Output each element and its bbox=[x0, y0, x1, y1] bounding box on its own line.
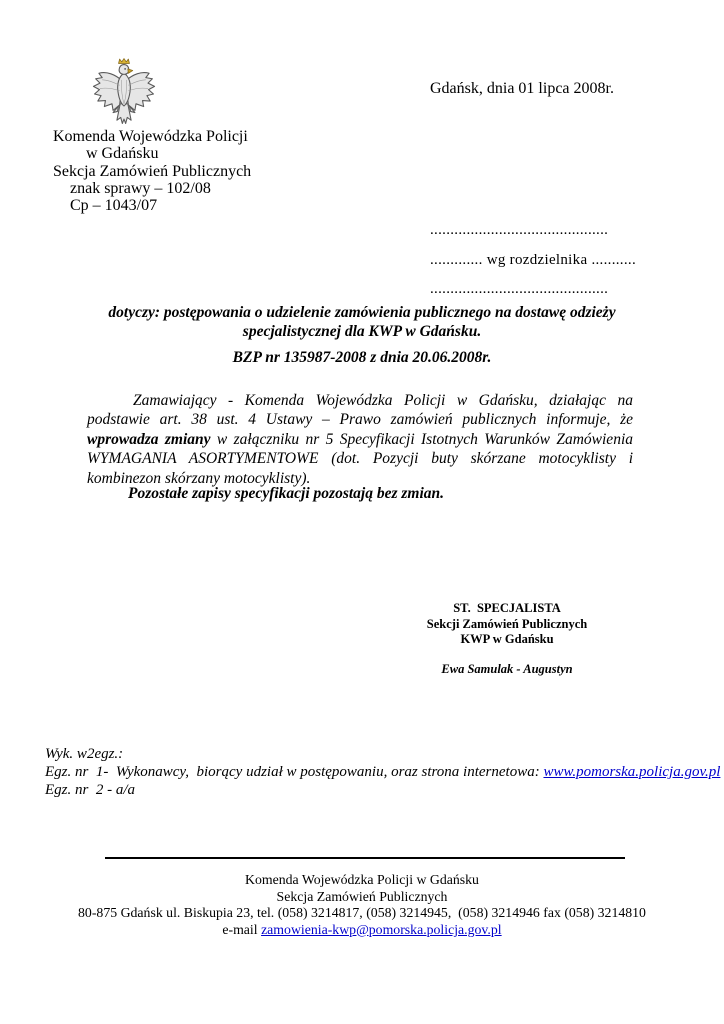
website-link[interactable]: www.pomorska.policja.gov.pl bbox=[543, 763, 721, 780]
body-paragraph bbox=[87, 391, 641, 488]
copies-item-2: Egz. nr 2 - a/a bbox=[45, 781, 135, 798]
recipient-block bbox=[430, 216, 636, 305]
recipient-dotted-line-top: ............................................ bbox=[430, 222, 609, 238]
signature-block bbox=[407, 601, 607, 677]
subject-re-line: dotyczy: postępowania o udzielenie zamówienia publicznego na dostawę odzieży specjalistycznej dla KWP w Gdańsku. bbox=[108, 304, 616, 340]
sender-block bbox=[53, 128, 251, 214]
footer-email-line bbox=[0, 922, 724, 939]
sender-org: Komenda Wojewódzka Policji bbox=[53, 128, 248, 145]
body-paragraph-end: w załączniku nr 5 Specyfikacji Istotnych Warunków Zamówienia WYMAGANIA ASORTYMENTOWE (dot. Pozycji buty skórzane motocyklisty i kombinezon skórzany motocyklisty). bbox=[87, 430, 641, 487]
polish-eagle-emblem bbox=[91, 58, 157, 130]
signature-org: KWP w Gdańsku bbox=[460, 632, 554, 646]
email-link[interactable]: zamowienia-kwp@pomorska.policja.gov.pl bbox=[261, 921, 502, 937]
subject-bzp-line: BZP nr 135987-2008 z dnia 20.06.2008r. bbox=[232, 349, 492, 366]
sender-city: w Gdańsku bbox=[86, 145, 159, 163]
copies-item-1-text: Egz. nr 1- Wykonawcy, biorący udział w postępowaniu, oraz strona internetowa: bbox=[45, 763, 544, 780]
eagle-icon bbox=[91, 58, 157, 130]
subject-block bbox=[62, 303, 662, 367]
recipient-distribution-line: ............. wg rozdzielnika ........... bbox=[430, 251, 637, 268]
copies-header: Wyk. w2egz.: bbox=[45, 746, 124, 762]
sender-section: Sekcja Zamówień Publicznych bbox=[53, 162, 252, 180]
footer-address: 80-875 Gdańsk ul. Biskupia 23, tel. (058) 3214817, (058) 3214945, (058) 3214946 fax (058) 3214810 bbox=[78, 905, 646, 921]
footer-section: Sekcja Zamówień Publicznych bbox=[276, 888, 448, 904]
footer-block bbox=[0, 872, 724, 938]
date-line: Gdańsk, dnia 01 lipca 2008r. bbox=[430, 80, 614, 97]
signature-name: Ewa Samulak - Augustyn bbox=[441, 661, 573, 676]
recipient-dotted-line-bottom: ............................................ bbox=[430, 281, 609, 297]
sender-case-ref: znak sprawy – 102/08 bbox=[70, 179, 211, 197]
signature-title: ST. SPECJALISTA bbox=[453, 601, 561, 615]
closing-statement: Pozostałe zapisy specyfikacji pozostają bez zmian. bbox=[128, 485, 445, 502]
sender-cp-ref: Cp – 1043/07 bbox=[70, 197, 158, 215]
copies-item-1 bbox=[45, 764, 720, 782]
footer-divider bbox=[105, 857, 625, 859]
body-paragraph-start: Zamawiający - Komenda Wojewódzka Policji w Gdańsku, działając na podstawie art. 38 ust. 4 Ustawy – Prawo zamówień publicznych informuje, że bbox=[87, 392, 637, 429]
footer-org: Komenda Wojewódzka Policji w Gdańsku bbox=[245, 872, 479, 887]
copies-block bbox=[45, 746, 720, 799]
signature-unit: Sekcji Zamówień Publicznych bbox=[426, 616, 588, 631]
footer-email-label: e-mail bbox=[222, 921, 262, 937]
body-paragraph-emphasis: wprowadza zmiany bbox=[87, 430, 211, 448]
